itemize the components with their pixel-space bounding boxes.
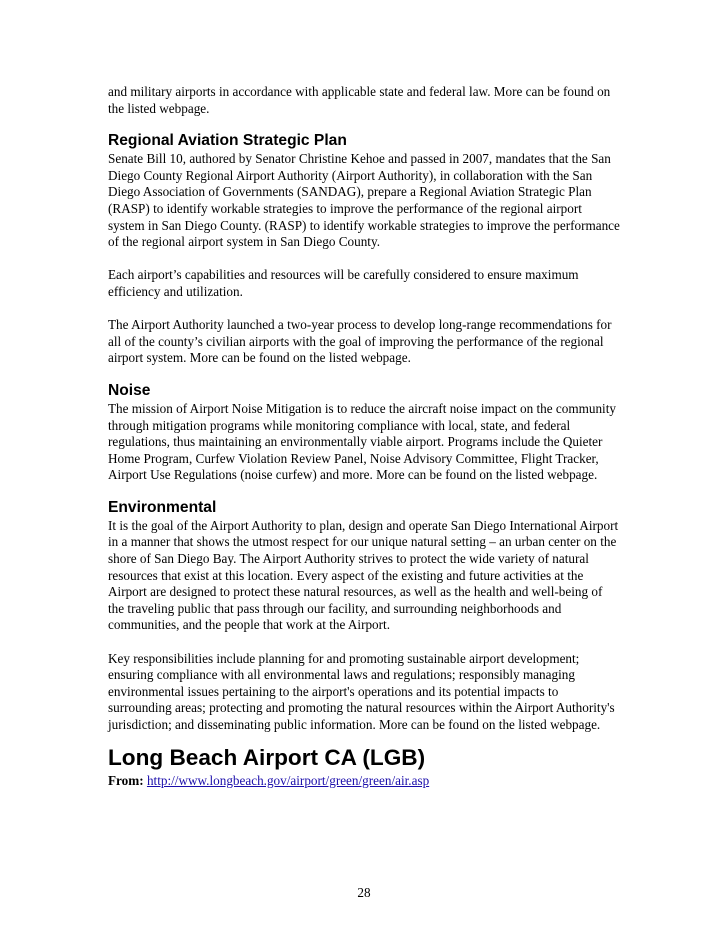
intro-paragraph: and military airports in accordance with applicable state and federal law. More can be found on the listed webpage.: [108, 84, 611, 116]
page-number: 28: [357, 885, 371, 900]
rasp-paragraph-1: Senate Bill 10, authored by Senator Christine Kehoe and passed in 2007, mandates that the San Diego County Regional Airport Authority (Airport Authority), in collaboration with the San Diego Association of Governments (SANDAG), prepare a Regional Aviation Strategic Plan (RASP) to identify workable strategies to improve the performance of the regional airport system in San Diego County. (RASP) to identify workable strategies to improve the performance of the regional airport system in San Diego County.: [108, 151, 620, 250]
environmental-paragraph-1: It is the goal of the Airport Authority to plan, design and operate San Diego International Airport in a manner that shows the utmost respect for our unique natural setting – an urban center on the shore of San Diego Bay. The Airport Authority strives to protect the wide variety of natural resources that exist at this location. Every aspect of the existing and future activities at the Airport are designed to protect these natural resources, as well as the health and well-being of the traveling public that pass through our facility, and surrounding neighborhoods and communities, and the people that work at the Airport.: [108, 517, 619, 633]
lgb-source-link[interactable]: http://www.longbeach.gov/airport/green/green/air.asp: [146, 772, 430, 788]
lgb-heading: Long Beach Airport CA (LGB): [108, 744, 426, 770]
document-page: [108, 84, 620, 789]
noise-heading: Noise: [108, 381, 151, 399]
noise-paragraph: The mission of Airport Noise Mitigation is to reduce the aircraft noise impact on the community through mitigation programs while monitoring compliance with local, state, and federal regulations, thus maintaining an environmentally viable airport. Programs include the Quieter Home Program, Curfew Violation Review Panel, Noise Advisory Committee, Flight Tracker, Airport Use Regulations (noise curfew) and more. More can be found on the listed webpage.: [108, 400, 616, 483]
rasp-heading: Regional Aviation Strategic Plan: [108, 132, 347, 150]
from-label: From:: [108, 772, 144, 788]
environmental-paragraph-2: Key responsibilities include planning for and promoting sustainable airport development; ensuring compliance with all environmental laws and regulations; responsibly managing environmental issues pertaining to the airport's operations and its potential impacts to surrounding areas; protecting and promoting the natural resources within the Airport Authority's jurisdiction; and disseminating public information. More can be found on the listed webpage.: [108, 650, 615, 732]
rasp-paragraph-3: The Airport Authority launched a two-year process to develop long-range recommendations for all of the county’s civilian airports with the goal of improving the performance of the regional airport system. More can be found on the listed webpage.: [108, 317, 612, 366]
rasp-paragraph-2: Each airport’s capabilities and resources will be carefully considered to ensure maximum efficiency and utilization.: [108, 267, 579, 299]
environmental-heading: Environmental: [108, 498, 217, 516]
lgb-source-line: [108, 773, 620, 790]
